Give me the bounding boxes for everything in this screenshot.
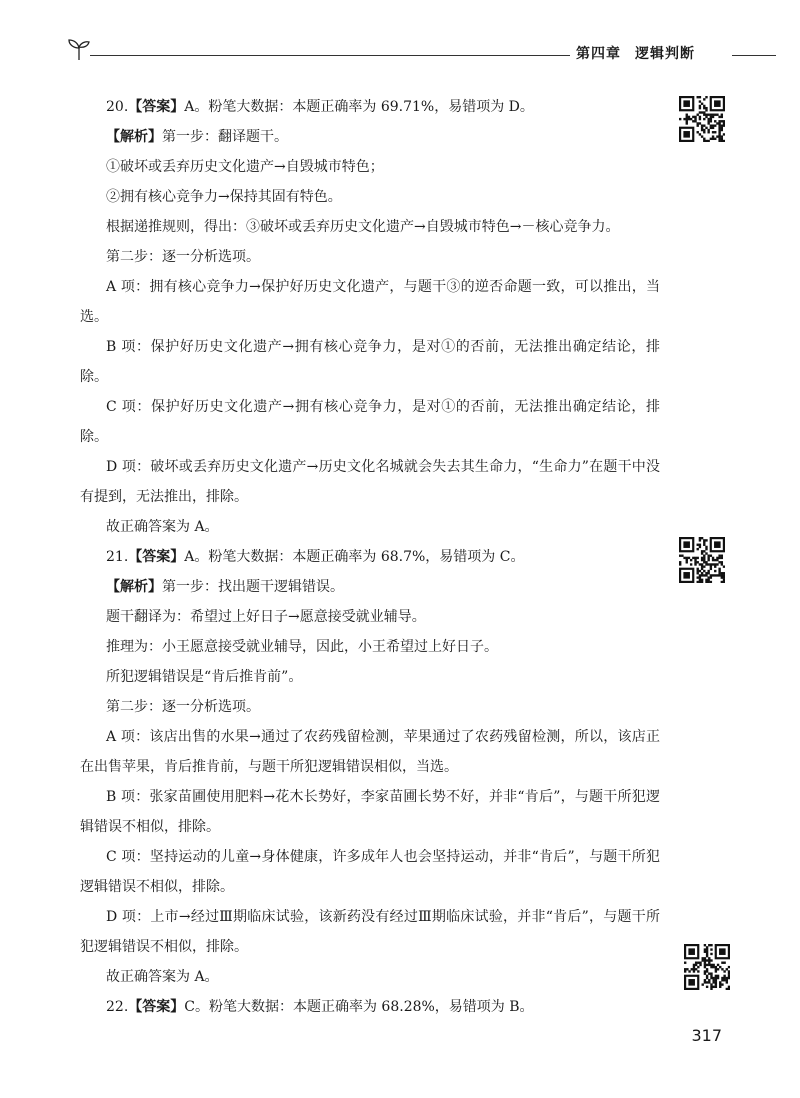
paragraph-text: C 项：坚持运动的儿童→身体健康，许多成年人也会坚持运动，并非“肯后”，与题干所犯逻辑错误不相似，排除。 xyxy=(80,849,660,895)
paragraph xyxy=(80,152,660,182)
qr-code-icon[interactable] xyxy=(679,96,725,142)
paragraph xyxy=(80,602,660,632)
paragraph-text: A。粉笔大数据：本题正确率为 68.7%，易错项为 C。 xyxy=(184,549,525,565)
paragraph xyxy=(80,962,660,992)
paragraph xyxy=(80,662,660,692)
label-tag: 【解析】 xyxy=(106,129,162,145)
paragraph xyxy=(80,332,660,392)
paragraph xyxy=(80,692,660,722)
paragraph-text: D 项：上市→经过Ⅲ期临床试验，该新药没有经过Ⅲ期临床试验，并非“肯后”，与题干所犯逻辑错误不相似，排除。 xyxy=(80,909,660,955)
paragraph-text: A 项：该店出售的水果→通过了农药残留检测，苹果通过了农药残留检测，所以，该店正在出售苹果，肯后推肯前，与题干所犯逻辑错误相似，当选。 xyxy=(80,729,660,775)
paragraph xyxy=(80,842,660,902)
paragraph-text: ①破坏或丢弃历史文化遗产→自毁城市特色； xyxy=(106,159,384,175)
label-tag: 【答案】 xyxy=(128,549,185,565)
header-rule-right xyxy=(732,55,776,56)
paragraph xyxy=(80,212,660,242)
paragraph xyxy=(80,572,660,602)
paragraph-text: 第一步：找出题干逻辑错误。 xyxy=(162,579,344,595)
paragraph-text: B 项：保护好历史文化遗产→拥有核心竞争力，是对①的否前，无法推出确定结论，排除。 xyxy=(80,339,660,385)
paragraph xyxy=(80,92,660,122)
paragraph-text: 22. xyxy=(106,999,129,1015)
paragraph xyxy=(80,122,660,152)
paragraph xyxy=(80,242,660,272)
label-tag: 【答案】 xyxy=(128,999,185,1015)
page-header xyxy=(0,0,800,70)
paragraph-text: 第二步：逐一分析选项。 xyxy=(106,699,260,715)
paragraph-text: 故正确答案为 A。 xyxy=(106,519,219,535)
paragraph-text: 20. xyxy=(106,99,129,115)
paragraph xyxy=(80,992,660,1022)
answer-explanations xyxy=(80,92,660,1022)
paragraph-text: 推理为：小王愿意接受就业辅导，因此，小王希望过上好日子。 xyxy=(106,639,498,655)
paragraph-text: 题干翻译为：希望过上好日子→愿意接受就业辅导。 xyxy=(106,609,426,625)
chapter-heading xyxy=(576,43,731,63)
paragraph xyxy=(80,272,660,332)
paragraph xyxy=(80,512,660,542)
paragraph xyxy=(80,722,660,782)
header-rule-left xyxy=(90,55,570,56)
paragraph-text: 21. xyxy=(106,549,129,565)
paragraph-text: 第一步：翻译题干。 xyxy=(162,129,288,145)
paragraph-text: 根据递推规则，得出：③破坏或丢弃历史文化遗产→自毁城市特色→－核心竞争力。 xyxy=(106,219,620,235)
paragraph-text: D 项：破坏或丢弃历史文化遗产→历史文化名城就会失去其生命力，“生命力”在题干中没有提到，无法推出，排除。 xyxy=(80,459,660,505)
paragraph xyxy=(80,392,660,452)
qr-code-icon[interactable] xyxy=(684,944,730,990)
paragraph-text: 所犯逻辑错误是“肯后推肯前”。 xyxy=(106,669,303,685)
paragraph xyxy=(80,782,660,842)
section-title: 逻辑判断 xyxy=(635,46,695,62)
paragraph xyxy=(80,902,660,962)
page-number: 317 xyxy=(691,1026,722,1045)
paragraph xyxy=(80,182,660,212)
paragraph-text: 故正确答案为 A。 xyxy=(106,969,219,985)
paragraph-text: A。粉笔大数据：本题正确率为 69.71%，易错项为 D。 xyxy=(184,99,534,115)
paragraph xyxy=(80,542,660,572)
paragraph xyxy=(80,632,660,662)
paragraph-text: B 项：张家苗圃使用肥料→花木长势好，李家苗圃长势不好，并非“肯后”，与题干所犯逻辑错误不相似，排除。 xyxy=(80,789,660,835)
paragraph-text: ②拥有核心竞争力→保持其固有特色。 xyxy=(106,189,342,205)
sprout-icon xyxy=(66,36,92,62)
paragraph-text: 第二步：逐一分析选项。 xyxy=(106,249,260,265)
paragraph-text: A 项：拥有核心竞争力→保护好历史文化遗产，与题干③的逆否命题一致，可以推出，当选。 xyxy=(80,279,660,325)
paragraph-text: C 项：保护好历史文化遗产→拥有核心竞争力，是对①的否前，无法推出确定结论，排除。 xyxy=(80,399,660,445)
label-tag: 【解析】 xyxy=(106,579,162,595)
paragraph xyxy=(80,452,660,512)
chapter-number: 第四章 xyxy=(576,46,621,62)
paragraph-text: C。粉笔大数据：本题正确率为 68.28%，易错项为 B。 xyxy=(184,999,534,1015)
label-tag: 【答案】 xyxy=(128,99,185,115)
qr-code-icon[interactable] xyxy=(679,537,725,583)
